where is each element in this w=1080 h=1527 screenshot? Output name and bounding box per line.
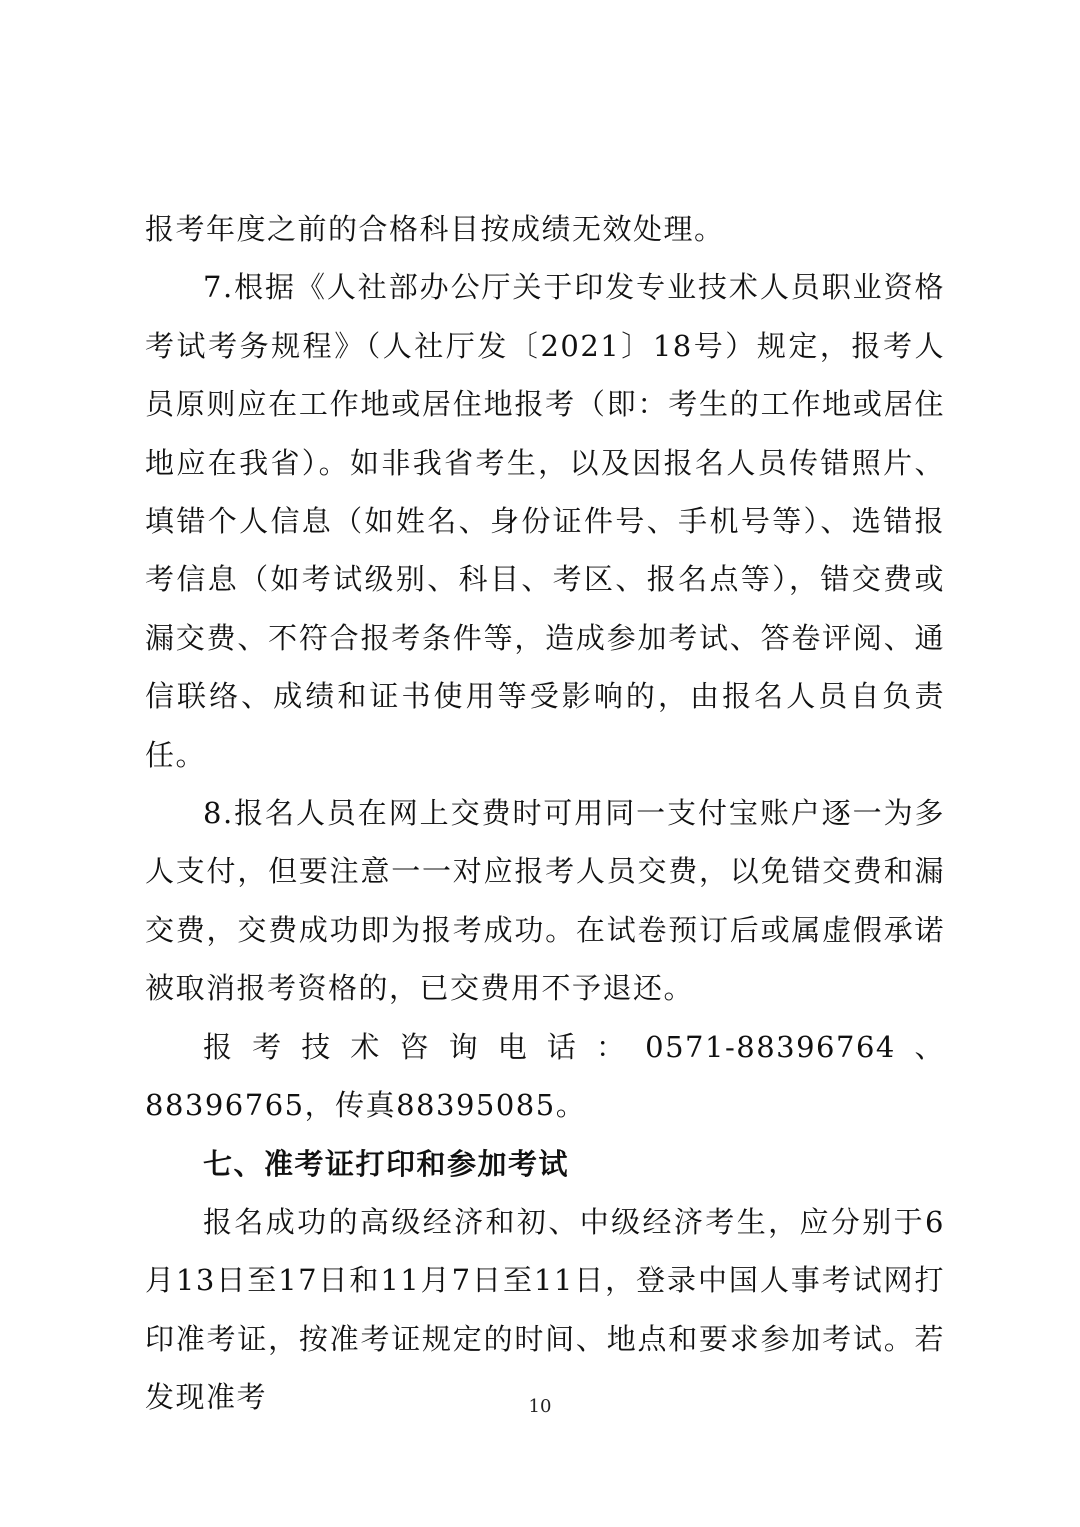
paragraph-item-8: 8.报名人员在网上交费时可用同一支付宝账户逐一为多人支付，但要注意一一对应报考人员交费，以免错交费和漏交费，交费成功即为报考成功。在试卷预订后或属虚假承诺被取消报考资格的，已交费用不予退还。 (145, 796, 945, 1006)
paragraph-item-7: 7.根据《人社部办公厅关于印发专业技术人员职业资格考试考务规程》（人社厅发〔2021〕18号）规定，报考人员原则应在工作地或居住地报考（即：考生的工作地或居住地应在我省）。如非我省考生，以及因报名人员传错照片、填错个人信息（如姓名、身份证件号、手机号等）、选错报考信息（如考试级别、科目、考区、报名点等），错交费或漏交费、不符合报考条件等，造成参加考试、答卷评阅、通信联络、成绩和证书使用等受影响的，由报名人员自负责任。 (145, 270, 945, 772)
section-heading: 七、准考证打印和参加考试 (203, 1146, 570, 1181)
paragraph-admission-ticket: 报名成功的高级经济和初、中级经济考生，应分别于6月13日至17日和11月7日至11日，登录中国人事考试网打印准考证，按准考证规定的时间、地点和要求参加考试。若发现准考 (145, 1204, 945, 1415)
paragraph-continuation: 报考年度之前的合格科目按成绩无效处理。 (145, 212, 725, 246)
paragraph-contact: 报考技术咨询电话：0571-88396764、88396765，传真88395085。 (145, 1029, 945, 1123)
page-number: 10 (528, 1396, 552, 1417)
document-body (145, 200, 945, 1427)
